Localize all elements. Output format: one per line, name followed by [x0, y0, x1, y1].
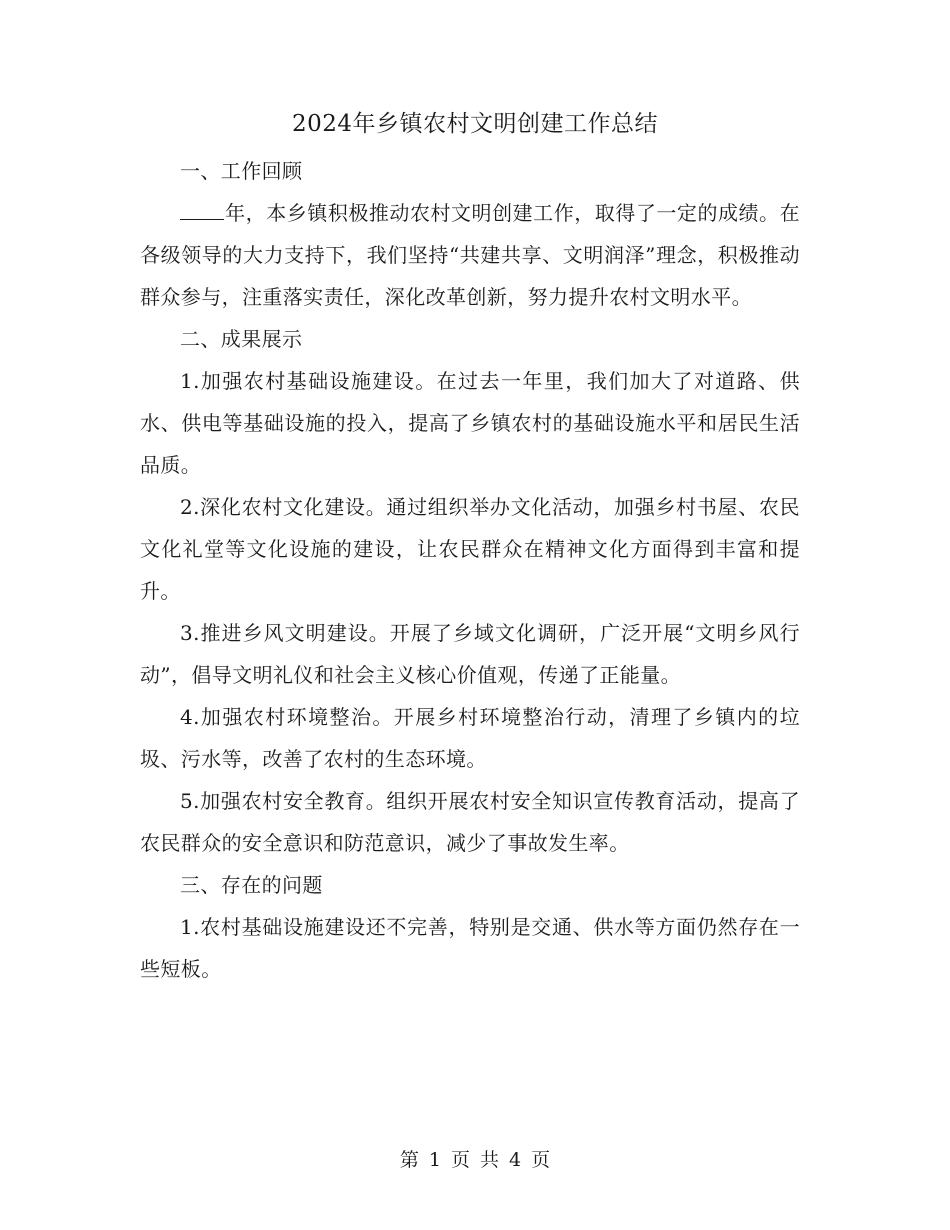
- achievement-item: 5.加强农村安全教育。组织开展农村安全知识宣传教育活动，提高了农民群众的安全意识和防范意识，减少了事故发生率。: [140, 789, 800, 855]
- achievement-item: 4.加强农村环境整治。开展乡村环境整治行动，清理了乡镇内的垃圾、污水等，改善了农村的生态环境。: [140, 705, 800, 771]
- achievement-item: 1.加强农村基础设施建设。在过去一年里，我们加大了对道路、供水、供电等基础设施的投入，提高了乡镇农村的基础设施水平和居民生活品质。: [140, 369, 800, 477]
- document-body: [140, 150, 800, 990]
- achievement-item: 2.深化农村文化建设。通过组织举办文化活动，加强乡村书屋、农民文化礼堂等文化设施的建设，让农民群众在精神文化方面得到丰富和提升。: [140, 495, 800, 603]
- review-paragraph-text: 年，本乡镇积极推动农村文明创建工作，取得了一定的成绩。在各级领导的大力支持下，我们坚持“共建共享、文明润泽”理念，积极推动群众参与，注重落实责任，深化改革创新，努力提升农村文明水平。: [140, 201, 800, 309]
- year-blank: [180, 197, 224, 220]
- problem-item: 1.农村基础设施建设还不完善，特别是交通、供水等方面仍然存在一些短板。: [140, 915, 800, 981]
- review-paragraph: [140, 192, 800, 318]
- page-number: 第 1 页 共 4 页: [399, 1149, 551, 1171]
- section-heading-achievements: 二、成果展示: [180, 327, 303, 351]
- document-title: 2024年乡镇农村文明创建工作总结: [291, 111, 659, 137]
- achievement-item: 3.推进乡风文明建设。开展了乡域文化调研，广泛开展“文明乡风行动”，倡导文明礼仪和社会主义核心价值观，传递了正能量。: [140, 621, 800, 687]
- section-heading-review: 一、工作回顾: [180, 159, 303, 183]
- section-heading-problems: 三、存在的问题: [180, 873, 323, 897]
